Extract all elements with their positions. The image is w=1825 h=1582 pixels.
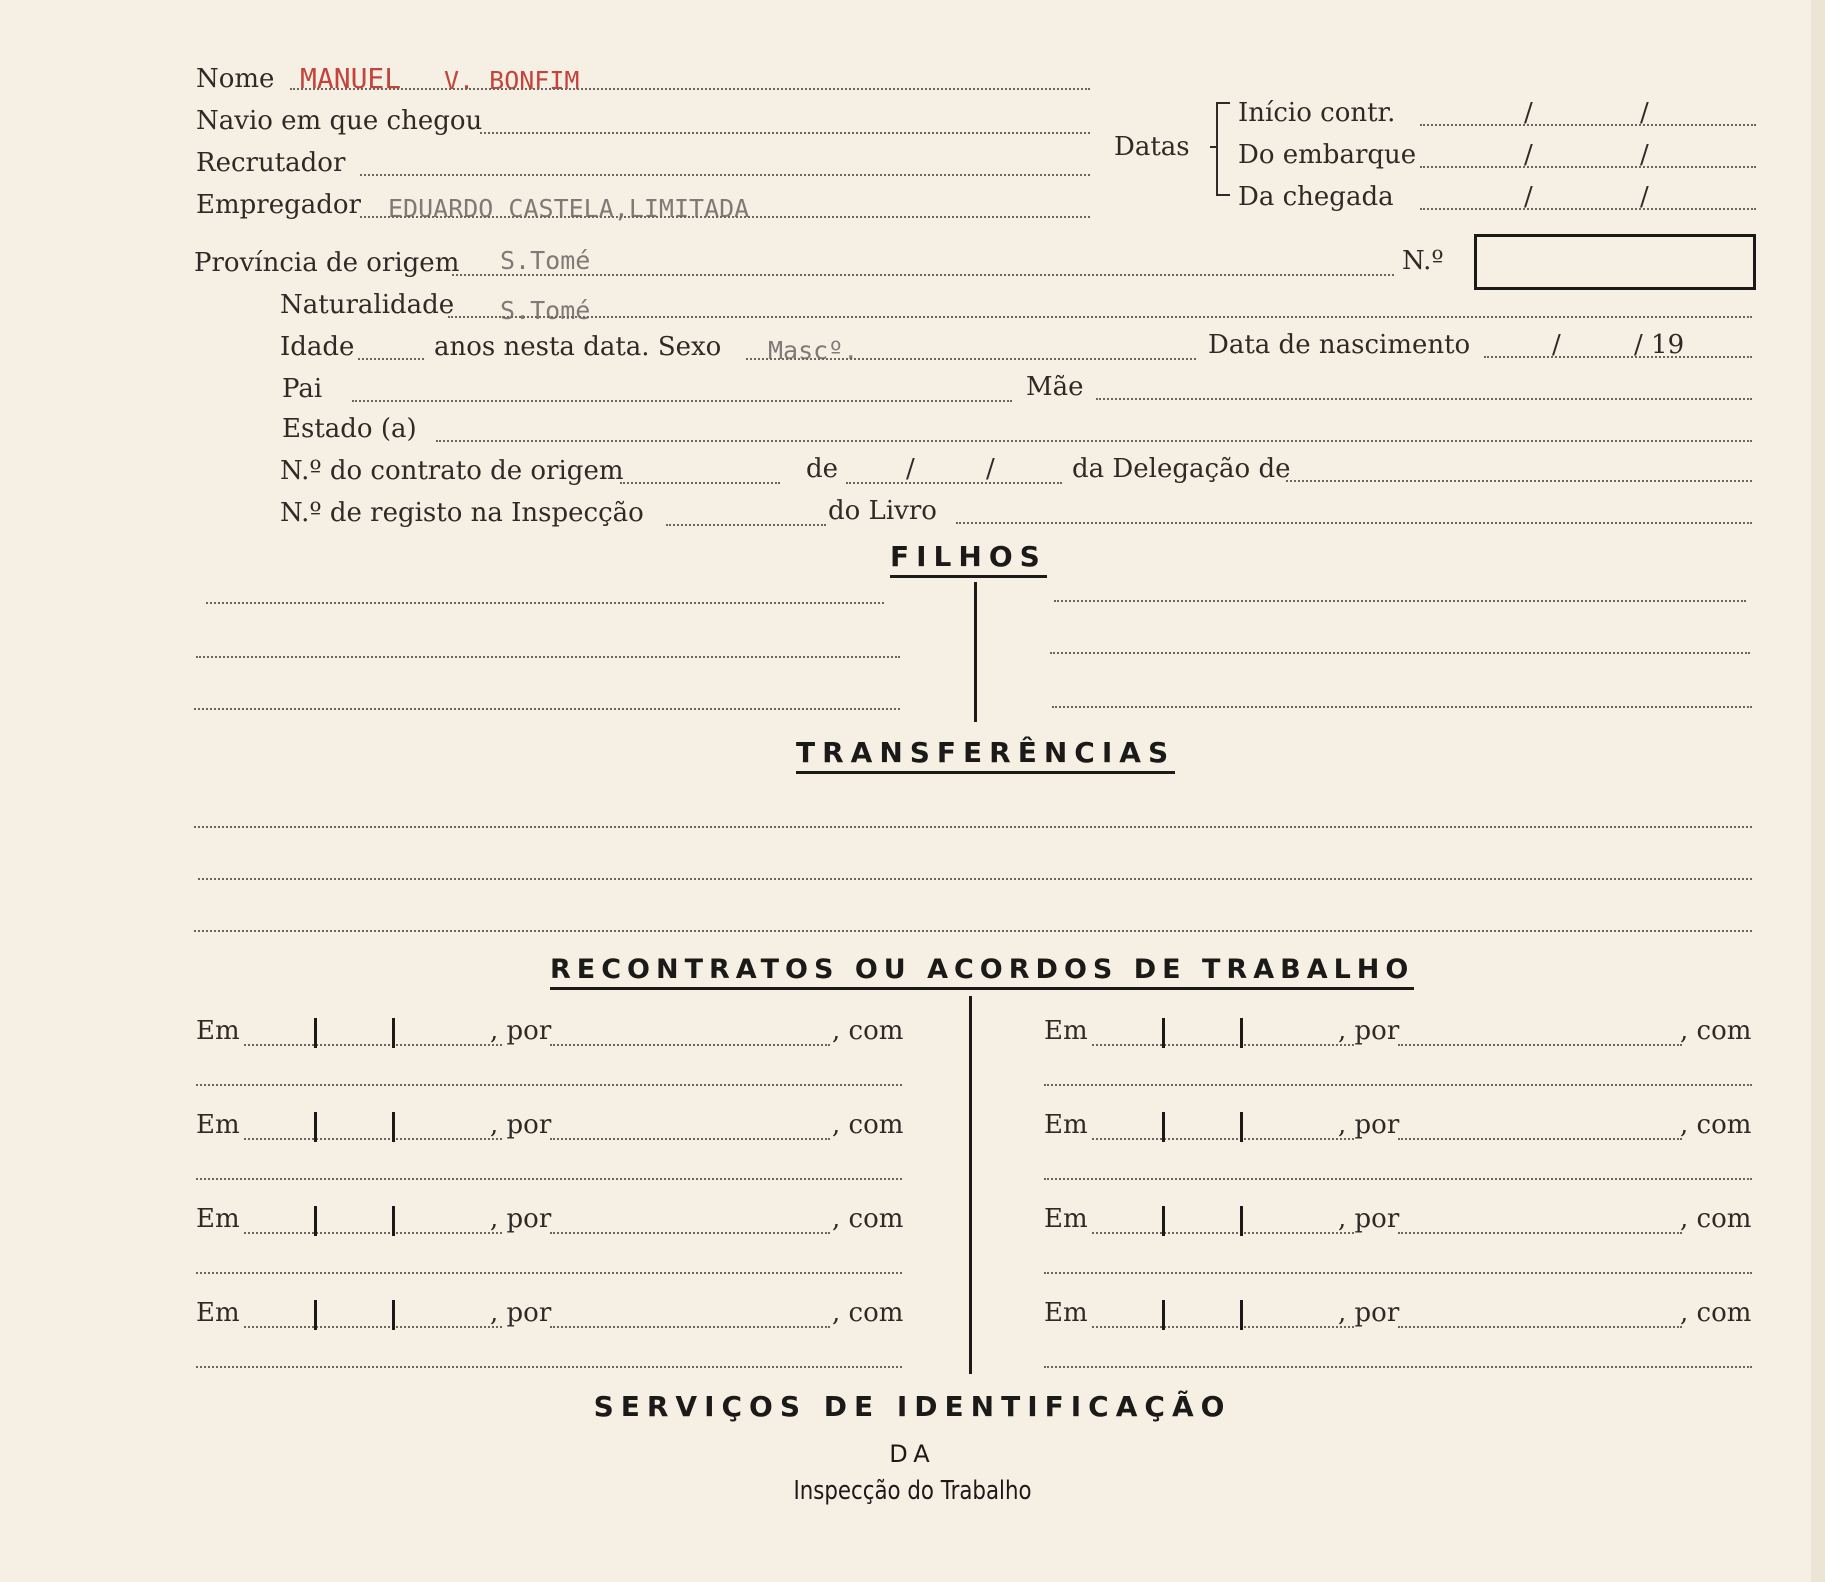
recontrato-left-4-bar-1 bbox=[314, 1300, 317, 1330]
recrutador-label: Recrutador bbox=[196, 148, 346, 178]
recontrato-right-1-bar-1 bbox=[1162, 1018, 1165, 1048]
contrato-slash-1: / bbox=[906, 454, 915, 484]
empregador-value: EDUARDO CASTELA,LIMITADA bbox=[388, 194, 750, 223]
footer-title: SERVIÇOS DE IDENTIFICAÇÃO bbox=[593, 1390, 1232, 1423]
livro-line[interactable] bbox=[956, 522, 1752, 524]
nascimento-line[interactable] bbox=[1484, 356, 1752, 358]
navio-line[interactable] bbox=[480, 132, 1090, 134]
recontrato-left-3-por-line[interactable] bbox=[550, 1232, 830, 1234]
recontrato-left-2-second-line[interactable] bbox=[196, 1178, 902, 1180]
filhos-divider bbox=[974, 582, 977, 722]
recontrato-right-1-date-line[interactable] bbox=[1092, 1044, 1354, 1046]
transferencias-line-3[interactable] bbox=[194, 930, 1752, 932]
recontrato-left-2-bar-2 bbox=[392, 1112, 395, 1142]
recontrato-left-3-em-label: Em bbox=[196, 1204, 240, 1234]
filhos-line-left-1[interactable] bbox=[206, 602, 884, 604]
recontrato-right-2-por-line[interactable] bbox=[1398, 1138, 1682, 1140]
provincia-label: Província de origem bbox=[194, 248, 460, 278]
recontrato-right-4-bar-2 bbox=[1240, 1300, 1243, 1330]
estado-label: Estado (a) bbox=[282, 414, 417, 444]
inicio-slash-1: / bbox=[1524, 98, 1533, 128]
recontrato-right-2-com-label: , com bbox=[1680, 1110, 1752, 1140]
nascimento-label: Data de nascimento bbox=[1208, 330, 1471, 360]
empregador-line[interactable] bbox=[360, 216, 1090, 218]
naturalidade-line[interactable] bbox=[448, 316, 1752, 318]
recontrato-left-1-por-label: , por bbox=[490, 1016, 552, 1046]
nascimento-slash: / bbox=[1552, 330, 1561, 360]
estado-line[interactable] bbox=[436, 440, 1752, 442]
chegada-line[interactable] bbox=[1420, 208, 1756, 210]
recontrato-left-3-bar-1 bbox=[314, 1206, 317, 1236]
sexo-line[interactable] bbox=[746, 358, 1196, 360]
recontrato-right-1-com-label: , com bbox=[1680, 1016, 1752, 1046]
recontrato-left-4-por-label: , por bbox=[490, 1298, 552, 1328]
paper-edge bbox=[1811, 0, 1825, 1582]
recontrato-left-2-date-line[interactable] bbox=[244, 1138, 502, 1140]
recontrato-right-1-por-line[interactable] bbox=[1398, 1044, 1682, 1046]
contrato-date-line[interactable] bbox=[846, 482, 1062, 484]
recontrato-right-2-date-line[interactable] bbox=[1092, 1138, 1354, 1140]
chegada-slash-1: / bbox=[1524, 182, 1533, 212]
inicio-label: Início contr. bbox=[1238, 98, 1396, 128]
filhos-line-left-2[interactable] bbox=[196, 656, 900, 658]
recontratos-divider bbox=[969, 996, 972, 1374]
delegacao-line[interactable] bbox=[1286, 480, 1752, 482]
recontrato-right-3-second-line[interactable] bbox=[1044, 1272, 1752, 1274]
transferencias-heading: TRANSFERÊNCIAS bbox=[796, 736, 1175, 774]
filhos-line-right-1[interactable] bbox=[1054, 600, 1746, 602]
filhos-heading: FILHOS bbox=[890, 540, 1047, 578]
recontrato-right-4-bar-1 bbox=[1162, 1300, 1165, 1330]
inicio-line[interactable] bbox=[1420, 124, 1756, 126]
recontrato-left-1-bar-1 bbox=[314, 1018, 317, 1048]
recontrato-right-3-com-label: , com bbox=[1680, 1204, 1752, 1234]
embarque-label: Do embarque bbox=[1238, 140, 1417, 170]
recontrato-left-1-date-line[interactable] bbox=[244, 1044, 502, 1046]
filhos-line-right-2[interactable] bbox=[1050, 652, 1750, 654]
provincia-value: S.Tomé bbox=[500, 246, 591, 275]
footer-da: DA bbox=[889, 1440, 936, 1468]
recontrato-left-3-second-line[interactable] bbox=[196, 1272, 902, 1274]
filhos-line-left-3[interactable] bbox=[194, 708, 900, 710]
recontrato-left-2-por-line[interactable] bbox=[550, 1138, 830, 1140]
contrato-label: N.º do contrato de origem bbox=[280, 456, 624, 486]
numero-label: N.º bbox=[1402, 246, 1444, 276]
registo-line[interactable] bbox=[666, 524, 826, 526]
recontrato-left-1-em-label: Em bbox=[196, 1016, 240, 1046]
recontrato-left-2-bar-1 bbox=[314, 1112, 317, 1142]
recontrato-right-1-em-label: Em bbox=[1044, 1016, 1088, 1046]
navio-label: Navio em que chegou bbox=[196, 106, 483, 136]
mae-line[interactable] bbox=[1096, 398, 1752, 400]
nome-label: Nome bbox=[196, 64, 275, 94]
empregador-label: Empregador bbox=[196, 190, 361, 220]
pai-label: Pai bbox=[282, 374, 323, 404]
recontrato-left-3-com-label: , com bbox=[832, 1204, 904, 1234]
provincia-line[interactable] bbox=[452, 274, 1394, 276]
de-label: de bbox=[806, 454, 839, 484]
filhos-line-right-3[interactable] bbox=[1052, 706, 1752, 708]
embarque-slash-1: / bbox=[1524, 140, 1533, 170]
recontrato-right-4-second-line[interactable] bbox=[1044, 1366, 1752, 1368]
recontrato-left-4-date-line[interactable] bbox=[244, 1326, 502, 1328]
recontrato-right-2-second-line[interactable] bbox=[1044, 1178, 1752, 1180]
recontrato-right-3-em-label: Em bbox=[1044, 1204, 1088, 1234]
recontrato-right-2-por-label: , por bbox=[1338, 1110, 1400, 1140]
recontrato-left-1-second-line[interactable] bbox=[196, 1084, 902, 1086]
recontrato-right-4-por-label: , por bbox=[1338, 1298, 1400, 1328]
recontrato-right-4-com-label: , com bbox=[1680, 1298, 1752, 1328]
datas-brace bbox=[1216, 102, 1230, 196]
recontrato-right-3-por-line[interactable] bbox=[1398, 1232, 1682, 1234]
recontrato-right-1-por-label: , por bbox=[1338, 1016, 1400, 1046]
recontrato-right-2-em-label: Em bbox=[1044, 1110, 1088, 1140]
recontrato-right-3-por-label: , por bbox=[1338, 1204, 1400, 1234]
naturalidade-value: S.Tomé bbox=[500, 296, 591, 325]
recontrato-left-1-com-label: , com bbox=[832, 1016, 904, 1046]
recontrato-right-4-em-label: Em bbox=[1044, 1298, 1088, 1328]
recontrato-right-4-date-line[interactable] bbox=[1092, 1326, 1354, 1328]
datas-label: Datas bbox=[1114, 132, 1190, 162]
mae-label: Mãe bbox=[1026, 372, 1084, 402]
idade-label: Idade bbox=[280, 332, 355, 362]
nome-value: MANUEL bbox=[300, 62, 402, 95]
recontrato-right-2-bar-2 bbox=[1240, 1112, 1243, 1142]
sexo-value: Mascº. bbox=[768, 336, 859, 365]
recontrato-right-3-date-line[interactable] bbox=[1092, 1232, 1354, 1234]
recontrato-left-1-bar-2 bbox=[392, 1018, 395, 1048]
recontrato-left-4-por-line[interactable] bbox=[550, 1326, 830, 1328]
livro-label: do Livro bbox=[828, 496, 937, 526]
recontrato-right-1-second-line[interactable] bbox=[1044, 1084, 1752, 1086]
nascimento-year: / 19 bbox=[1634, 330, 1685, 360]
recontrato-right-3-bar-2 bbox=[1240, 1206, 1243, 1236]
footer-inspeccao: Inspecção do Trabalho bbox=[793, 1476, 1032, 1506]
embarque-slash-2: / bbox=[1640, 140, 1649, 170]
nome-line[interactable] bbox=[290, 88, 1090, 90]
recontrato-left-2-em-label: Em bbox=[196, 1110, 240, 1140]
contrato-slash-2: / bbox=[986, 454, 995, 484]
recontrato-left-2-por-label: , por bbox=[490, 1110, 552, 1140]
registo-label: N.º de registo na Inspecção bbox=[280, 498, 644, 528]
recontrato-left-4-em-label: Em bbox=[196, 1298, 240, 1328]
transferencias-line-2[interactable] bbox=[198, 878, 1752, 880]
contrato-line[interactable] bbox=[620, 482, 780, 484]
embarque-line[interactable] bbox=[1420, 166, 1756, 168]
recontrato-right-4-por-line[interactable] bbox=[1398, 1326, 1682, 1328]
chegada-label: Da chegada bbox=[1238, 182, 1394, 212]
naturalidade-label: Naturalidade bbox=[280, 290, 455, 320]
pai-line[interactable] bbox=[352, 400, 1012, 402]
recrutador-line[interactable] bbox=[360, 174, 1090, 176]
inicio-slash-2: / bbox=[1640, 98, 1649, 128]
idade-line[interactable] bbox=[358, 358, 424, 360]
numero-box[interactable] bbox=[1474, 234, 1756, 290]
recontrato-right-2-bar-1 bbox=[1162, 1112, 1165, 1142]
recontrato-left-3-date-line[interactable] bbox=[244, 1232, 502, 1234]
recontrato-left-3-por-label: , por bbox=[490, 1204, 552, 1234]
nome-value-rest: V. BONFIM bbox=[444, 66, 580, 95]
recontrato-left-4-second-line[interactable] bbox=[196, 1366, 902, 1368]
recontrato-right-1-bar-2 bbox=[1240, 1018, 1243, 1048]
chegada-slash-2: / bbox=[1640, 182, 1649, 212]
recontrato-right-3-bar-1 bbox=[1162, 1206, 1165, 1236]
anos-label: anos nesta data. Sexo bbox=[434, 332, 722, 362]
recontratos-heading: RECONTRATOS OU ACORDOS DE TRABALHO bbox=[550, 954, 1414, 990]
delegacao-label: da Delegação de bbox=[1072, 454, 1291, 484]
transferencias-line-1[interactable] bbox=[194, 826, 1752, 828]
recontrato-left-4-bar-2 bbox=[392, 1300, 395, 1330]
recontrato-left-1-por-line[interactable] bbox=[550, 1044, 830, 1046]
recontrato-left-3-bar-2 bbox=[392, 1206, 395, 1236]
recontrato-left-4-com-label: , com bbox=[832, 1298, 904, 1328]
recontrato-left-2-com-label: , com bbox=[832, 1110, 904, 1140]
datas-brace-tip bbox=[1210, 146, 1218, 148]
